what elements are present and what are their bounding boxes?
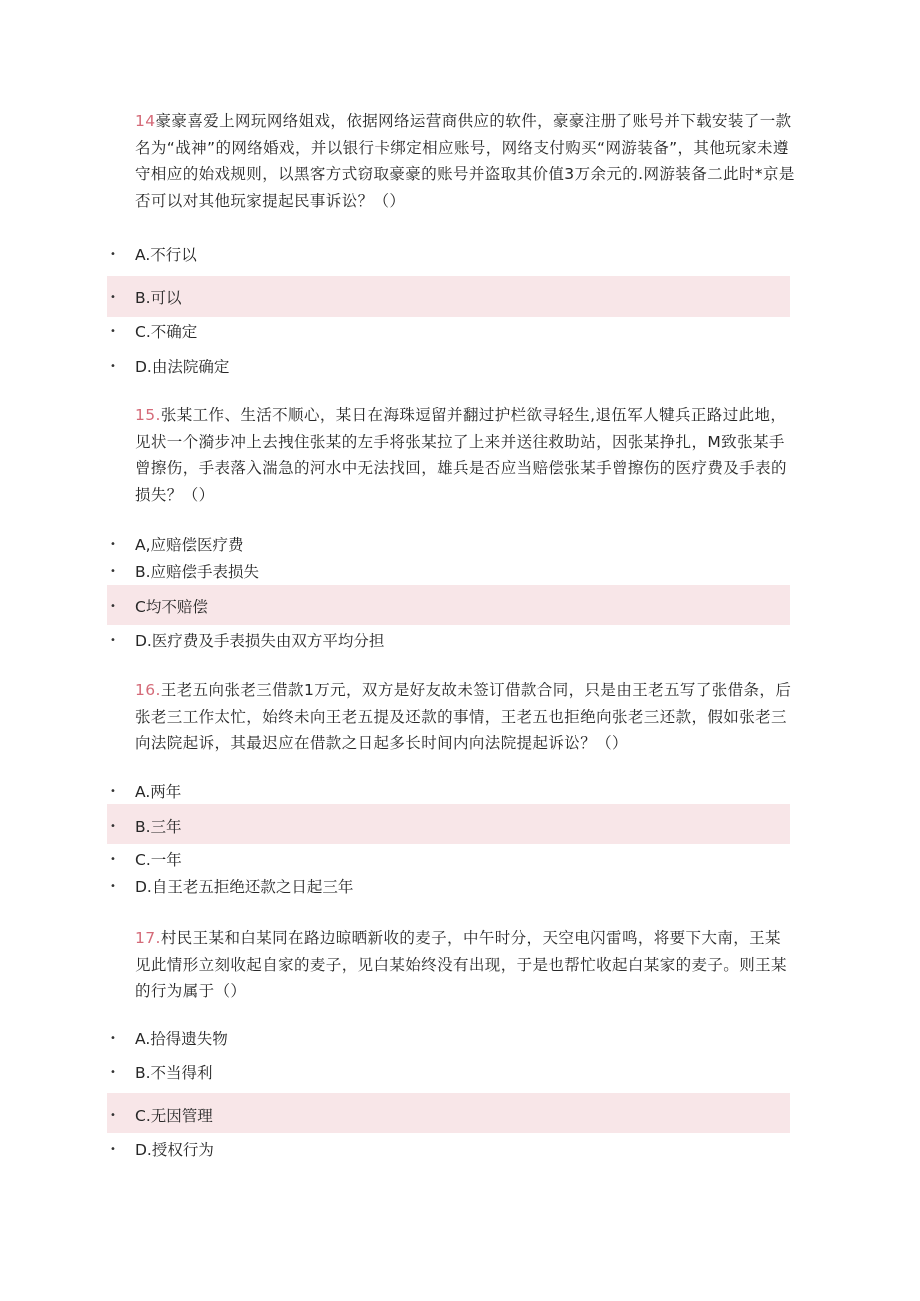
highlight-q16-b	[107, 804, 790, 844]
question-17	[135, 925, 795, 1005]
option-label: A.不行以	[135, 246, 197, 264]
highlight-q14-b	[107, 276, 790, 317]
option-label: C.一年	[135, 851, 182, 869]
bullet-icon: •	[110, 1144, 116, 1155]
question-14	[135, 108, 795, 214]
question-text: 王老五向张老三借款1万元，双方是好友故未签订借款合同，只是由王老五写了张借条，后张老三工作太忙，始终未向王老五提及还款的事情，王老五也拒绝向张老三还款，假如张老三向法院起诉，其最迟应在借款之日起多长时间内向法院提起诉讼？（）	[135, 681, 792, 752]
option-label: B.应赔偿手表损失	[135, 563, 260, 581]
option-label: A.拾得遗失物	[135, 1030, 228, 1048]
question-number: 16.	[135, 681, 161, 699]
question-number: 15.	[135, 406, 161, 424]
option-label: B.可以	[135, 289, 182, 307]
bullet-icon: •	[110, 854, 116, 865]
option-label: D.自王老五拒绝还款之日起三年	[135, 878, 354, 896]
bullet-icon: •	[110, 1067, 116, 1078]
question-15	[135, 402, 795, 508]
option-label: C.无因管理	[135, 1107, 213, 1125]
option-label: D.由法院确定	[135, 358, 230, 376]
bullet-icon: •	[110, 635, 116, 646]
bullet-icon: •	[110, 539, 116, 550]
bullet-icon: •	[110, 786, 116, 797]
highlight-q15-c	[107, 585, 790, 625]
option-label: B.三年	[135, 818, 182, 836]
option-label: D.医疗费及手表损失由双方平均分担	[135, 632, 385, 650]
option-label: B.不当得利	[135, 1064, 213, 1082]
bullet-icon: •	[110, 881, 116, 892]
bullet-icon: •	[110, 821, 116, 832]
bullet-icon: •	[110, 1033, 116, 1044]
question-text: 村民王某和白某同在路边晾晒新收的麦子，中午时分，天空电闪雷鸣，将要下大南，王某见此情形立刻收起自家的麦子，见白某始终没有出现，于是也帮忙收起白某家的麦子。则王某的行为属于（）	[135, 929, 787, 1000]
bullet-icon: •	[110, 326, 116, 337]
option-label: A,应赔偿医疗费	[135, 536, 244, 554]
option-label: A.两年	[135, 783, 182, 801]
option-label: C均不赔偿	[135, 598, 208, 616]
bullet-icon: •	[110, 249, 116, 260]
option-label: C.不确定	[135, 323, 198, 341]
bullet-icon: •	[110, 566, 116, 577]
bullet-icon: •	[110, 1110, 116, 1121]
question-number: 14	[135, 112, 156, 130]
question-number: 17.	[135, 929, 161, 947]
option-label: D.授权行为	[135, 1141, 214, 1159]
question-16	[135, 677, 795, 757]
bullet-icon: •	[110, 292, 116, 303]
question-text: 张某工作、生活不顺心，某日在海珠逗留并翻过护栏欲寻轻生,退伍军人犍兵正路过此地，见状一个漪步冲上去拽住张某的左手将张某拉了上来并送往救助站，因张某挣扎，M致张某手曾擦伤，手表落入湍急的河水中无法找回，雄兵是否应当赔偿张某手曾擦伤的医疗费及手表的损失？（）	[135, 406, 787, 504]
bullet-icon: •	[110, 361, 116, 372]
bullet-icon: •	[110, 601, 116, 612]
question-text: 豪豪喜爱上网玩网络姐戏，依据网络运营商供应的软件，豪豪注册了账号并下载安装了一款名为“战神”的网络婚戏，并以银行卡绑定相应账号，网络支付购买“网游装备”，其他玩家未遵守相应的始戏规则，以黑客方式窃取豪豪的账号并盗取其价值3万余元的.网游装备二此时*京是否可以对其他玩家提起民事诉讼？（）	[135, 112, 795, 210]
